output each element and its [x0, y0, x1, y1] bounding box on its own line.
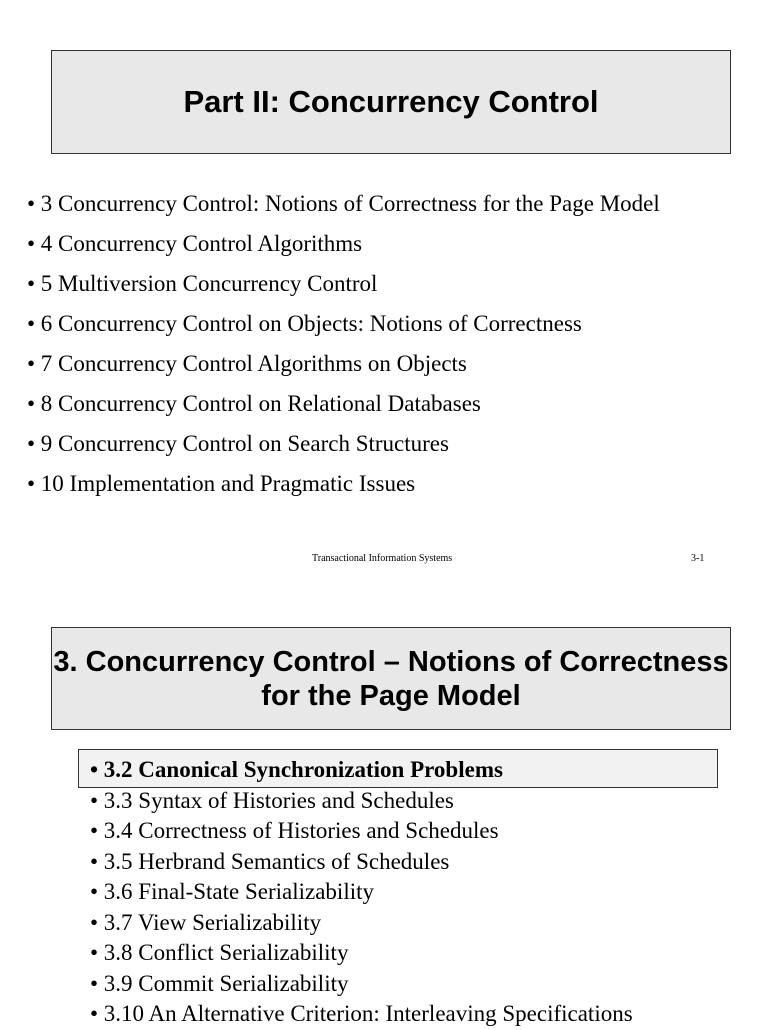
slide1-topic-list: [27, 184, 660, 504]
list-item: • 3.6 Final-State Serializability: [90, 879, 374, 904]
list-item: • 3.10 An Alternative Criterion: Interleaving Specifications: [90, 1001, 633, 1026]
list-item: • 6 Concurrency Control on Objects: Notions of Correctness: [27, 311, 582, 336]
slide2-section-list: [90, 755, 633, 1030]
slide2-title: 3. Concurrency Control – Notions of Correctness for the Page Model: [51, 627, 731, 730]
list-item: • 9 Concurrency Control on Search Structures: [27, 431, 449, 456]
list-item: • 8 Concurrency Control on Relational Databases: [27, 391, 481, 416]
list-item-current: • 3.2 Canonical Synchronization Problems: [90, 757, 503, 782]
list-item: • 3.3 Syntax of Histories and Schedules: [90, 787, 454, 813]
list-item: • 3.5 Herbrand Semantics of Schedules: [90, 848, 450, 874]
list-item: • 3.7 View Serializability: [90, 909, 322, 935]
list-item: • 3.9 Commit Serializability: [90, 970, 349, 996]
slide-page-number: 3-1: [691, 553, 705, 564]
list-item: • 3.4 Correctness of Histories and Schedules: [90, 818, 499, 843]
list-item: • 4 Concurrency Control Algorithms: [27, 231, 363, 256]
slide1-title: Part II: Concurrency Control: [51, 50, 731, 154]
slide-footer-text: Transactional Information Systems: [312, 553, 453, 564]
list-item: • 3.8 Conflict Serializability: [90, 940, 349, 965]
list-item: • 5 Multiversion Concurrency Control: [27, 271, 378, 296]
list-item: • 10 Implementation and Pragmatic Issues: [27, 471, 416, 496]
list-item: • 3 Concurrency Control: Notions of Correctness for the Page Model: [27, 191, 660, 216]
list-item: • 7 Concurrency Control Algorithms on Objects: [27, 351, 467, 376]
